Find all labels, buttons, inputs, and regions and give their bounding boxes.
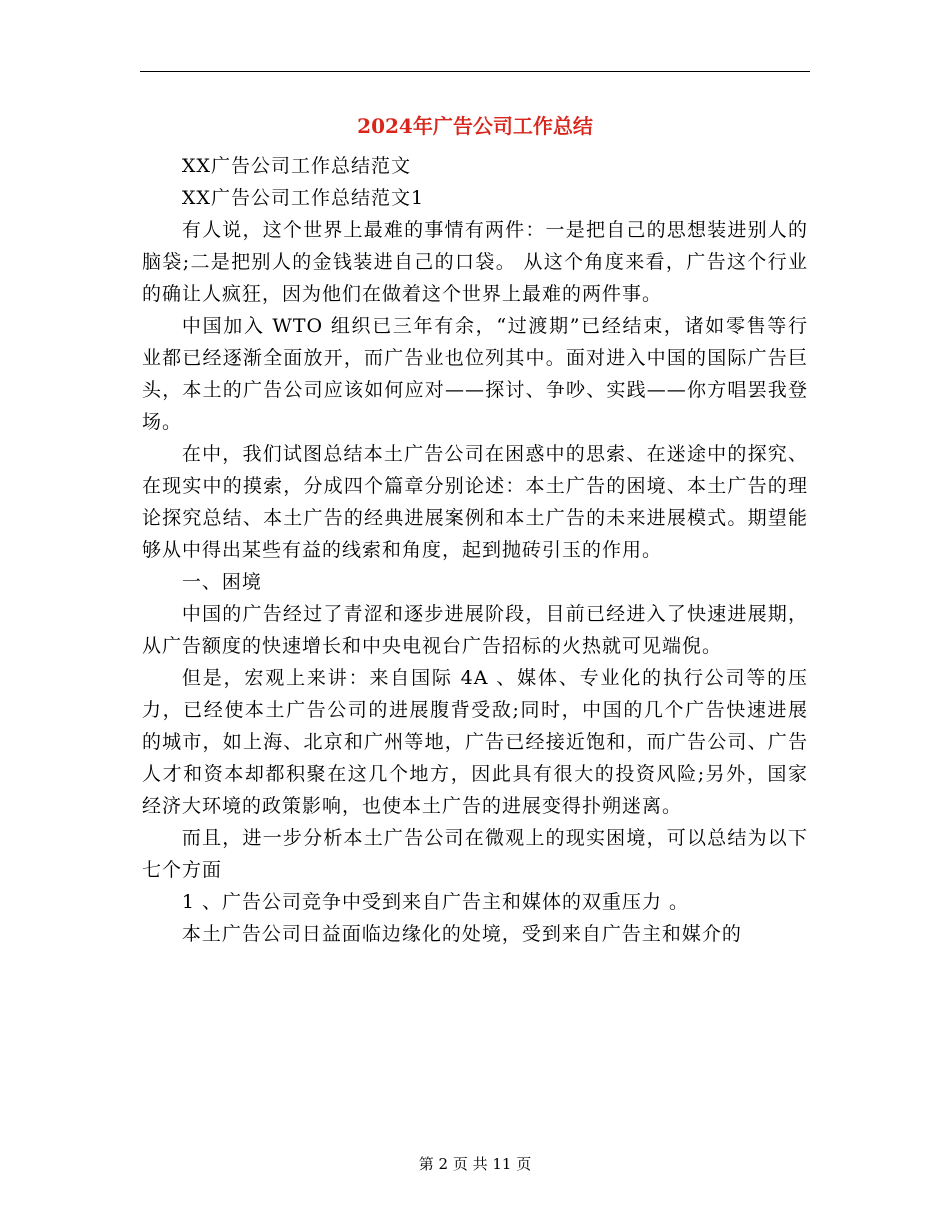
paragraph: 本土广告公司日益面临边缘化的处境，受到来自广告主和媒介的 <box>181 923 742 945</box>
paragraph: 中国的广告经过了青涩和逐步进展阶段，目前已经进入了快速进展期，从广告额度的快速增长和中央电视台广告招标的火热就可见端倪。 <box>142 603 808 657</box>
paragraph: XX广告公司工作总结范文1 <box>181 187 425 209</box>
paragraph: 中国加入 WTO 组织已三年有余，“过渡期”已经结束，诸如零售等行业都已经逐渐全面放开，而广告业也位列其中。面对进入中国的国际广告巨头，本土的广告公司应该如何应对——探讨、争吵、实践——你方唱罢我登场。 <box>142 315 808 433</box>
paragraph: 在中，我们试图总结本土广告公司在困惑中的思索、在迷途中的探究、在现实中的摸索，分成四个篇章分别论述：本土广告的困境、本土广告的理论探究总结、本土广告的经典进展案例和本土广告的未来进展模式。期望能够从中得出某些有益的线索和角度，起到抛砖引玉的作用。 <box>142 443 808 561</box>
list-item-heading: 1 、广告公司竞争中受到来自广告主和媒体的双重压力 。 <box>181 891 690 913</box>
paragraph: 而且，进一步分析本土广告公司在微观上的现实困境，可以总结为以下七个方面 <box>142 827 808 881</box>
section-heading: 一、困境 <box>181 571 262 593</box>
paragraph: 有人说，这个世界上最难的事情有两件：一是把自己的思想装进别人的脑袋;二是把别人的金钱装进自己的口袋。 从这个角度来看，广告这个行业的确让人疯狂，因为他们在做着这个世界上最难的两件事。 <box>142 219 808 305</box>
document-title: 2024年广告公司工作总结 <box>357 114 593 138</box>
paragraph: XX广告公司工作总结范文 <box>181 155 411 177</box>
header-rule <box>140 71 810 72</box>
page-number-label: 第 2 页 共 11 页 <box>418 1155 532 1173</box>
document-body <box>142 150 808 950</box>
page-number-footer <box>0 1153 950 1175</box>
paragraph: 但是，宏观上来讲：来自国际 4A 、媒体、专业化的执行公司等的压力，已经使本土广告公司的进展腹背受敌;同时，中国的几个广告快速进展的城市，如上海、北京和广州等地，广告已经接近饱和，而广告公司、广告人才和资本却都积聚在这几个地方，因此具有很大的投资风险;另外，国家经济大环境的政策影响，也使本土广告的进展变得扑朔迷离。 <box>142 667 808 817</box>
